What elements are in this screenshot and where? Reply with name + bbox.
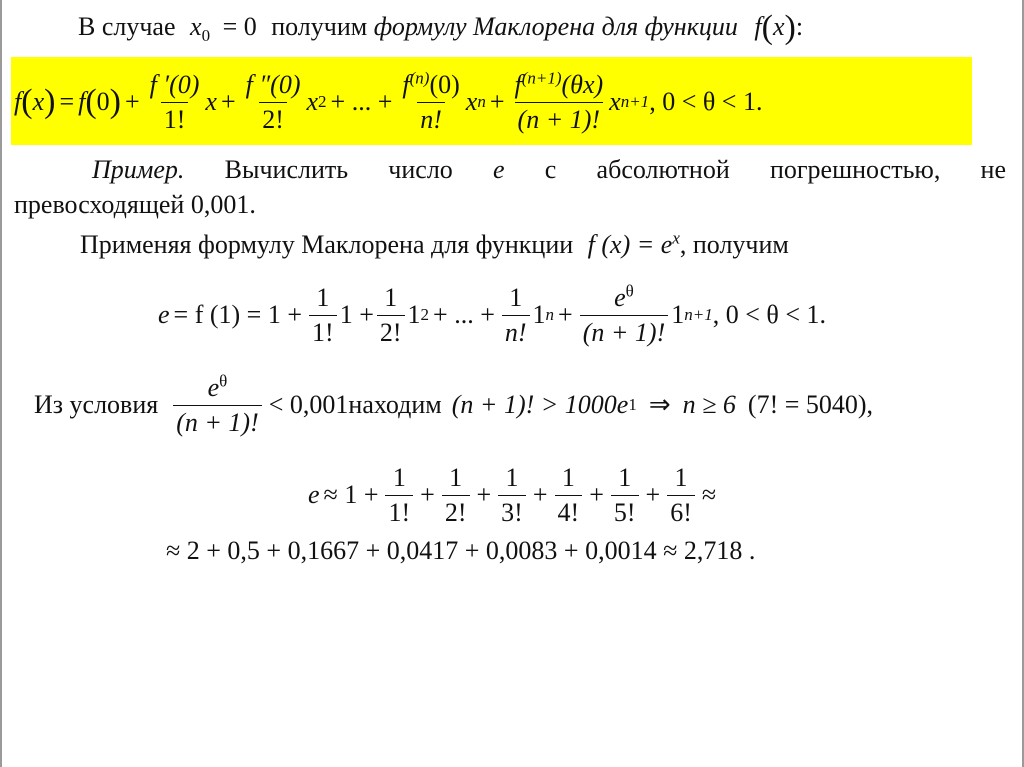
remainder-arg: (θx) — [561, 69, 604, 99]
approx-term — [667, 463, 695, 528]
term1-denominator: 1! — [161, 102, 189, 135]
approx-num: 1 — [449, 462, 463, 492]
plus-sign: + — [476, 480, 492, 509]
slide-border-left — [0, 0, 2, 767]
series-ellipsis: + ... + — [433, 300, 495, 329]
series-remainder-denominator: (n + 1)! — [580, 315, 669, 348]
term1-numerator: f ′(0) — [149, 69, 200, 99]
series-frac-n — [502, 283, 530, 348]
example-text-3: превосходящей 0,001. — [14, 190, 256, 219]
approx-den: 3! — [498, 495, 526, 528]
example-e: e — [493, 155, 505, 184]
termn-x: x — [465, 87, 478, 116]
series-pow-base-1: 1 + — [339, 300, 374, 329]
condition-text: Из условия — [34, 390, 159, 419]
condition-denominator: (n + 1)! — [173, 405, 262, 438]
lhs-x: x — [32, 87, 45, 116]
plus-sign: + — [125, 87, 140, 116]
theta-condition: , 0 < θ < 1. — [649, 87, 763, 116]
series-remainder-numerator — [611, 280, 637, 315]
approx-den: 2! — [442, 495, 470, 528]
approx-num: 1 — [392, 462, 406, 492]
approx-term — [385, 463, 413, 528]
term2-numerator: f ″(0) — [245, 69, 301, 99]
approx-e: e — [308, 480, 320, 509]
x0-symbol: x — [190, 12, 202, 41]
series-frac-1 — [309, 283, 337, 348]
condition-fraction — [173, 370, 262, 438]
condition-result: n ≥ 6 — [682, 390, 736, 419]
series-remainder-base: 1 — [671, 300, 685, 329]
termn-order: (n) — [409, 67, 430, 87]
plus-sign: + — [220, 87, 236, 116]
equals-sign: = — [59, 87, 75, 116]
plus-sign: + — [558, 300, 573, 329]
termn-numerator — [399, 67, 462, 102]
approx-num: 1 — [561, 462, 575, 492]
series-den-n: n! — [502, 315, 530, 348]
intro-line: В случае $x_0 = 0$ получим формулу Маклорена для функции f(x): — [78, 9, 804, 46]
termn-f: f — [402, 69, 410, 99]
termn-fraction — [399, 67, 462, 135]
applying-line — [80, 230, 789, 260]
condition-inequality: (n + 1)! > 1000e — [451, 390, 629, 419]
condition-theta: θ — [219, 370, 228, 390]
remainder-fraction — [511, 67, 606, 135]
approx-num: 1 — [618, 462, 632, 492]
series-num-1: 1 — [316, 282, 330, 312]
approx-num: 1 — [505, 462, 519, 492]
series-num-2: 1 — [384, 282, 398, 312]
example-label: Пример. — [92, 155, 185, 184]
implies-arrow: ⇒ — [648, 390, 671, 419]
series-frac-2 — [377, 283, 405, 348]
series-num-n: 1 — [509, 282, 523, 312]
plus-sign: + — [489, 87, 505, 116]
ellipsis: + ... + — [330, 87, 393, 116]
x0-subscript: 0 — [201, 26, 211, 46]
applying-power: x — [672, 228, 680, 248]
remainder-denominator: (n + 1)! — [515, 102, 604, 135]
termn-arg: (0) — [429, 69, 460, 99]
term2-x: x — [306, 87, 319, 116]
condition-numerator — [205, 370, 231, 405]
remainder-numerator — [511, 67, 606, 102]
approx-term — [442, 463, 470, 528]
applying-tail: , получим — [679, 230, 789, 259]
approximation-result — [166, 536, 755, 566]
term2-fraction — [243, 70, 304, 135]
remainder-order: (n+1) — [521, 67, 562, 87]
series-remainder-theta: θ — [625, 280, 634, 300]
plus-sign: + — [645, 480, 661, 509]
series-remainder-e: e — [614, 282, 626, 312]
x0-equals: = 0 — [222, 12, 257, 41]
approx-den: 4! — [555, 495, 583, 528]
approx-term — [611, 463, 639, 528]
plus-sign: + — [589, 480, 604, 509]
applying-text: Применяя формулу Маклорена для функции — [80, 230, 574, 259]
approx-term — [498, 463, 526, 528]
remainder-x: x — [609, 87, 621, 116]
approx-final: ≈ 2 + 0,5 + 0,1667 + 0,0417 + 0,0083 + 0,0014 ≈ 2,718 . — [166, 536, 756, 565]
term1-fraction — [147, 70, 203, 135]
condition-e: e — [207, 372, 220, 402]
intro-text: В случае — [78, 12, 176, 41]
f0-f: f — [78, 87, 86, 116]
approx-den: 5! — [611, 495, 639, 528]
f0-arg: 0 — [96, 87, 110, 116]
series-e: e — [158, 300, 170, 329]
series-f1: = f (1) = 1 + — [173, 300, 303, 329]
example-line — [14, 155, 1006, 185]
remainder-f: f — [514, 69, 522, 99]
approx-end: ≈ — [701, 480, 717, 509]
series-formula: e = f (1) = 1 + $\frac{1}{1!}$ 1 + $\frac{1}{2!}$ 1 2 + ... + $\frac{1}{n!}$ 1 n + $\frac{e^\theta}{(n + 1)!}$ 1 n+1 , 0 < θ < 1. — [158, 280, 826, 347]
example-text-1: Вычислить число — [224, 155, 453, 184]
approx-start: ≈ 1 + — [323, 480, 379, 509]
applying-function: f (x) = e — [587, 230, 673, 259]
approx-num: 1 — [674, 462, 688, 492]
series-den-2: 2! — [377, 315, 405, 348]
maclaurin-formula: f ( x ) = f ( 0 ) + $\frac{f '(0)}{1!}$ x + $\frac{f ''(0)}{2!}$ x 2 + ... + $\frac{f^{(n)}(0)}{n!}$ x n + $\frac{f^{(n+1)}(\theta x)}{(n + 1)!}$ x n+1 , 0 < θ < 1. — [14, 67, 763, 134]
term1-x: x — [205, 87, 217, 116]
series-remainder — [580, 280, 669, 348]
plus-sign: + — [420, 480, 435, 509]
f-symbol: f — [754, 12, 762, 41]
maclaurin-phrase: формулу Маклорена для функции — [373, 12, 738, 41]
condition-found: находим — [348, 390, 442, 419]
lhs-f: f — [14, 87, 22, 116]
approx-den: 1! — [385, 495, 413, 528]
condition-lt: < 0,001 — [268, 390, 349, 419]
term2-denominator: 2! — [259, 102, 287, 135]
condition-line: Из условия $\frac{e^\theta}{(n + 1)!}$ < 0,001 находим (n + 1)! > 1000e 1 ⇒ n ≥ 6 (7! = 5040), — [34, 370, 874, 437]
example-line-2 — [14, 190, 256, 220]
condition-note: (7! = 5040), — [747, 390, 874, 419]
approx-den: 6! — [667, 495, 695, 528]
series-pow-base-2: 1 — [407, 300, 421, 329]
example-text-2: с абсолютной погрешностью, не — [544, 155, 1007, 184]
series-den-1: 1! — [309, 315, 337, 348]
phrase-text: получим — [271, 12, 368, 41]
x-symbol: x — [772, 12, 785, 41]
plus-sign: + — [532, 480, 548, 509]
approx-term — [555, 463, 583, 528]
series-pow-base-n: 1 — [532, 300, 546, 329]
colon: : — [795, 12, 804, 41]
approximation-line — [308, 452, 720, 538]
series-condition: , 0 < θ < 1. — [712, 300, 826, 329]
termn-denominator: n! — [417, 102, 445, 135]
